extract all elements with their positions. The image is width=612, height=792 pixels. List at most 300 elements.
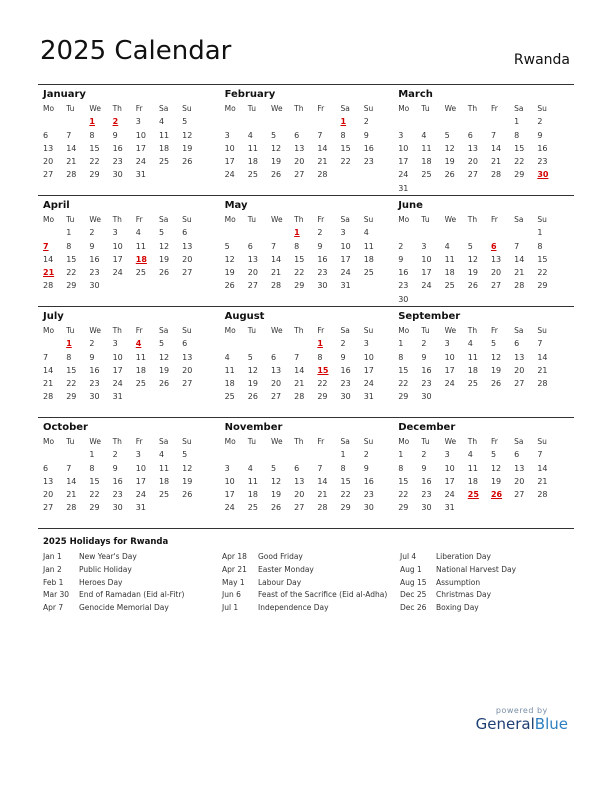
holiday-entry [400,589,516,602]
day: 16 [89,254,100,264]
day: 8 [398,352,404,362]
week-row [225,390,396,403]
day: 23 [398,281,409,291]
weekday-label: Su [182,326,192,335]
holiday-date: May 1 [222,577,245,587]
day: 8 [294,241,300,251]
holiday-day: 4 [135,339,142,349]
day: 8 [66,352,72,362]
day: 12 [490,463,502,473]
day: 30 [112,503,123,513]
day: 27 [467,170,478,180]
weekday-label: Tu [421,104,430,113]
empty-day [317,115,340,128]
day: 27 [182,379,193,389]
holiday-day: 7 [43,241,49,251]
day: 4 [247,463,253,473]
month-name: April [43,200,70,211]
day: 29 [317,392,328,402]
day: 20 [43,490,54,500]
day: 5 [182,117,188,127]
day: 26 [490,379,502,389]
day: 9 [363,130,369,140]
day: 3 [421,241,427,251]
day: 17 [135,476,146,486]
day: 9 [89,352,95,362]
weekday-label: Th [112,104,122,113]
day: 24 [224,503,235,513]
day: 6 [514,450,520,460]
holiday-day: 21 [43,268,55,278]
weekday-label: Sa [158,437,169,446]
day: 15 [340,143,351,153]
day: 22 [89,490,100,500]
day: 28 [43,281,54,291]
day: 7 [270,241,277,251]
week-row [225,279,396,292]
day: 11 [421,143,432,153]
day: 25 [135,268,146,278]
weekday-label: Tu [247,326,256,335]
day: 18 [467,476,478,486]
day: 30 [398,294,409,304]
empty-day [43,115,66,128]
day: 16 [537,143,548,153]
weekday-header [398,213,574,226]
day: 9 [421,352,427,362]
day: 3 [112,339,118,349]
week-row [225,226,396,239]
day: 12 [444,143,455,153]
day: 15 [514,143,525,153]
week-row [398,155,574,168]
day: 24 [112,379,123,389]
day: 23 [421,490,432,500]
day: 6 [294,463,300,473]
week-row [398,475,574,488]
day: 4 [158,450,165,460]
day: 14 [270,254,282,264]
holiday-entry [222,577,387,590]
day: 3 [340,228,346,238]
day: 13 [182,241,193,251]
day: 2 [398,241,404,251]
weekday-label: Fr [490,104,498,113]
day: 21 [537,365,548,375]
day: 25 [158,490,170,500]
day: 11 [135,352,146,362]
day: 9 [398,254,404,264]
empty-day [294,337,317,350]
day: 1 [66,228,72,238]
empty-day [248,226,271,239]
day: 17 [340,254,351,264]
weekday-label: Fr [490,326,498,335]
day: 10 [398,143,409,153]
day: 18 [224,379,235,389]
holiday-entry [43,551,184,564]
day: 7 [514,241,520,251]
day: 31 [135,170,146,180]
day: 22 [514,157,525,167]
weekday-label: Mo [398,215,410,224]
empty-day [468,226,491,239]
day: 15 [340,476,351,486]
month-february [217,85,396,195]
week-row [225,364,396,377]
month-name: September [398,311,461,322]
day: 19 [224,268,235,278]
weekday-label: Tu [66,437,75,446]
empty-day [421,226,444,239]
day: 21 [43,379,54,389]
holiday-name: Public Holiday [79,564,132,574]
day: 13 [294,476,305,486]
day: 23 [112,157,123,167]
day: 9 [537,130,543,140]
day: 21 [537,476,548,486]
day: 25 [467,379,478,389]
weekday-label: Th [467,215,478,224]
day: 31 [112,392,123,402]
day: 3 [398,130,404,140]
day: 1 [398,450,404,460]
day: 16 [317,254,328,264]
holiday-entry [43,577,184,590]
week-row [43,129,217,142]
holiday-entry [43,602,184,615]
day: 11 [247,143,258,153]
holiday-date: Jul 4 [400,552,417,561]
day: 2 [317,228,323,238]
day: 27 [294,170,305,180]
weekday-label: Su [363,104,374,113]
day: 29 [340,503,351,513]
day: 23 [537,157,548,167]
day: 4 [224,352,230,362]
day: 21 [270,268,282,278]
day: 2 [421,450,427,460]
day: 8 [317,352,323,362]
weekday-label: Fr [135,215,143,224]
holiday-date: Jun 6 [222,590,241,600]
day: 24 [444,379,455,389]
day: 28 [66,503,77,513]
holiday-date: Feb 1 [43,577,64,587]
week-row [225,142,396,155]
day: 21 [66,490,77,500]
day: 7 [490,130,497,140]
day: 5 [158,228,165,238]
weekday-label: Su [363,326,374,335]
day: 4 [421,130,427,140]
day: 1 [537,228,543,238]
day: 29 [89,170,100,180]
week-row [225,266,396,279]
day: 16 [112,143,123,153]
weekday-label: Fr [135,104,143,113]
day: 17 [135,143,146,153]
day: 4 [247,130,253,140]
brand-name [476,715,568,733]
week-row [225,462,396,475]
weekday-label: Th [294,437,304,446]
day: 3 [363,339,369,349]
day: 5 [270,130,277,140]
weekday-label: Th [294,326,304,335]
day: 21 [514,268,525,278]
holiday-date: Jul 1 [222,603,239,613]
day: 3 [444,450,450,460]
holiday-date: Aug 1 [400,564,422,574]
day: 7 [537,339,543,349]
weekday-label: Tu [66,215,75,224]
day: 15 [66,365,77,375]
empty-day [294,448,317,461]
day: 28 [270,281,282,291]
empty-day [271,448,294,461]
day: 25 [421,170,432,180]
day: 7 [317,463,323,473]
week-row [43,351,217,364]
holiday-name: Easter Monday [258,564,314,574]
weekday-label: We [270,326,283,335]
day: 24 [340,268,351,278]
day: 4 [363,228,369,238]
weekday-label: Tu [66,104,75,113]
day: 25 [363,268,374,278]
holiday-day: 1 [317,339,323,349]
empty-day [445,115,468,128]
holiday-column-1 [43,551,184,615]
week-row [225,115,396,128]
month-row [38,195,574,306]
day: 10 [224,476,235,486]
day: 29 [66,392,77,402]
empty-day [43,226,66,239]
weekday-label: Sa [340,215,350,224]
week-row [398,129,574,142]
day: 19 [247,379,258,389]
day: 5 [490,339,497,349]
day: 1 [89,450,95,460]
day: 20 [270,379,282,389]
day: 30 [363,503,374,513]
day: 17 [421,268,432,278]
weekday-label: Sa [340,437,350,446]
day: 12 [182,463,193,473]
day: 7 [537,450,543,460]
month-name: January [43,89,86,100]
day: 22 [317,379,328,389]
month-row [38,84,574,195]
day: 8 [89,130,95,140]
day: 16 [363,476,374,486]
day: 5 [444,130,450,140]
day: 16 [112,476,123,486]
day: 21 [294,379,305,389]
day: 10 [224,143,235,153]
day: 11 [135,241,146,251]
day: 20 [467,157,478,167]
day: 15 [398,365,409,375]
week-row [398,115,574,128]
day: 24 [135,490,146,500]
day: 6 [182,228,188,238]
month-row [38,306,574,417]
day: 28 [317,503,328,513]
day: 25 [444,281,455,291]
day: 30 [112,170,123,180]
day: 26 [182,157,193,167]
day: 13 [270,365,282,375]
week-row [225,155,396,168]
day: 25 [158,157,170,167]
day: 11 [158,130,170,140]
weekday-label: Su [537,104,547,113]
weekday-label: Su [182,104,192,113]
day: 2 [537,117,543,127]
day: 18 [421,157,432,167]
day: 2 [112,450,118,460]
weekday-label: Mo [398,104,410,113]
day: 11 [247,476,258,486]
day: 12 [467,254,478,264]
weekday-label: Th [112,215,122,224]
day: 6 [43,463,49,473]
day: 25 [135,379,146,389]
day: 6 [270,352,277,362]
day: 13 [43,143,54,153]
day: 23 [421,379,432,389]
day: 7 [43,352,49,362]
day: 29 [398,392,409,402]
day: 22 [66,379,77,389]
day: 27 [294,503,305,513]
day: 26 [247,392,258,402]
weekday-label: Tu [66,326,75,335]
day: 17 [224,490,235,500]
day: 16 [363,143,374,153]
page-title: 2025 Calendar [40,36,232,66]
day: 1 [340,450,346,460]
weekday-label: Fr [135,326,143,335]
weekday-label: We [89,326,101,335]
day: 11 [363,241,374,251]
day: 15 [537,254,548,264]
day: 10 [135,463,146,473]
day: 19 [270,490,282,500]
day: 3 [135,117,141,127]
day: 21 [490,157,502,167]
weekday-label: We [89,104,101,113]
day: 5 [182,450,188,460]
day: 7 [294,352,300,362]
day: 18 [247,490,258,500]
day: 28 [294,392,305,402]
week-row [398,390,574,403]
day: 8 [514,130,520,140]
day: 12 [490,352,502,362]
weekday-label: Th [467,104,478,113]
day: 6 [294,130,300,140]
day: 2 [340,339,346,349]
powered-by-text: powered by [495,706,548,715]
empty-day [225,337,248,350]
weekday-header [43,213,217,226]
day: 9 [89,241,95,251]
weekday-label: Su [363,437,374,446]
holiday-day: 18 [135,254,147,264]
week-row [225,240,396,253]
day: 24 [224,170,235,180]
holiday-date: Mar 30 [43,590,70,600]
holiday-name: National Harvest Day [436,564,517,574]
day: 19 [490,476,502,486]
day: 16 [340,365,351,375]
day: 27 [514,379,525,389]
weekday-label: We [444,326,457,335]
holiday-day: 15 [317,365,329,375]
week-row [398,293,574,306]
day: 3 [224,130,230,140]
day: 19 [467,268,478,278]
day: 26 [224,281,235,291]
week-row [43,253,217,266]
holiday-name: Good Friday [258,552,303,561]
day: 13 [467,143,478,153]
day: 7 [317,130,323,140]
weekday-label: Th [467,437,478,446]
day: 4 [467,450,473,460]
weekday-label: Mo [224,326,236,335]
day: 7 [66,463,72,473]
empty-day [225,115,248,128]
day: 23 [89,379,100,389]
weekday-label: Tu [421,326,430,335]
empty-day [317,448,340,461]
day: 23 [363,157,374,167]
weekday-label: Th [112,326,122,335]
day: 28 [317,170,328,180]
brand-logo [476,706,568,733]
day: 12 [270,143,282,153]
day: 4 [467,339,473,349]
holiday-entry [400,577,516,590]
weekday-label: Sa [514,215,524,224]
month-september [395,307,574,417]
month-name: February [224,89,276,100]
day: 23 [363,490,374,500]
day: 10 [444,463,455,473]
weekday-header [225,324,396,337]
month-march [395,85,574,195]
day: 22 [340,157,351,167]
day: 11 [467,352,478,362]
holiday-entry [400,551,516,564]
day: 30 [421,503,432,513]
empty-day [271,115,294,128]
holiday-day: 1 [294,228,300,238]
weekday-label: Sa [340,104,350,113]
day: 5 [270,463,277,473]
day: 28 [537,490,548,500]
holiday-date: Jan 2 [43,564,62,574]
weekday-label: Mo [224,437,236,446]
weekday-label: Sa [514,437,524,446]
day: 28 [537,379,548,389]
weekday-label: We [270,104,283,113]
